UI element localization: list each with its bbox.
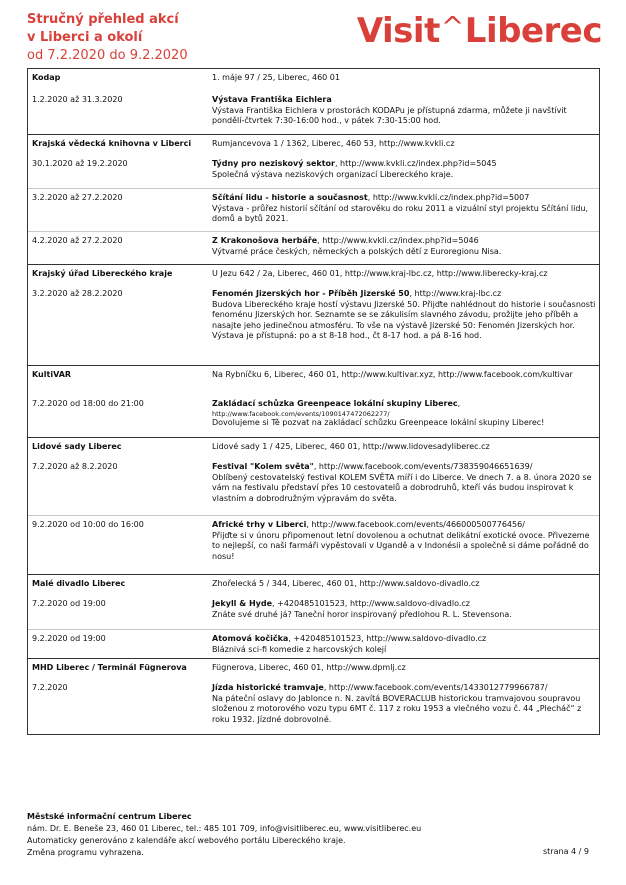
event-row [28, 188, 599, 224]
event-link[interactable]: , http://www.facebook.com/events/466000500776456/ [306, 520, 525, 529]
event-date: 9.2.2020 od 19:00 [32, 634, 106, 643]
event-link[interactable]: , http://www.facebook.com/events/1433012779966787/ [323, 683, 548, 692]
event-link-url[interactable]: http://www.facebook.com/events/1090147472062277/ [212, 409, 390, 418]
event-title: Zakládací schůzka Greenpeace lokální skupiny Liberec [212, 399, 458, 408]
event-row [28, 629, 599, 654]
event-description: Výstava Františka Eichlera v prostorách KODAPu je přístupná zdarma, můžete ji navštívit pondělí-čtvrtek 7:30-16:00 hod., v pátek 7:30-15:00 hod. [212, 105, 567, 126]
event-date: 3.2.2020 až 27.2.2020 [32, 193, 123, 202]
event-description: Na páteční oslavy do Jablonce n. N. zavítá BOVERACLUB historickou tramvajovou soupravou složenou z motorového vozu typu 6MT č. 117 z roku 1953 a vlečného vozu č. 44 „Plecháč“ z roku 1932. Jízdné dobrovolné. [212, 693, 582, 724]
event-date: 9.2.2020 od 10:00 do 16:00 [32, 520, 144, 529]
event-description: Znáte své druhé já? Taneční horor inspirovaný předlohou R. L. Stevensona. [212, 609, 512, 619]
events-table [27, 68, 600, 735]
page-header [27, 11, 602, 67]
page-number: strana 4 / 9 [543, 847, 589, 856]
event-title: Festival "Kolem světa" [212, 462, 314, 471]
event-title: Z Krakonošova herbáře [212, 236, 318, 245]
event-description: Budova Libereckého kraje hostí výstavu Jizerské 50. Přijďte nahlédnout do historie i současnosti fenoménu Jizerských hor. Seznamte se se zákulisím slavného závodu, prožijte jeho příběh a nasajte jeho jedinečnou atmosféru. To vše na výstavě Jizerské 50: Fenomén Jizerských hor. Výstava je přístupná: po a st 8-18 hod., čt 8-17 hod. a pá 8-16 hod. [212, 299, 596, 341]
venue-address: Lidové sady 1 / 425, Liberec, 460 01, http://www.lidovesadyliberec.cz [212, 442, 490, 451]
event-link[interactable]: , +420485101523, http://www.saldovo-divadlo.cz [288, 634, 487, 643]
event-date: 4.2.2020 až 27.2.2020 [32, 236, 123, 245]
page-footer [27, 811, 602, 859]
venue-address: Fügnerova, Liberec, 460 01, http://www.dpmlj.cz [212, 663, 406, 672]
venue-section [28, 659, 599, 734]
event-description: Výstava - průřez historií sčítání od starověku do roku 2011 a vizuální styl projektu Sčítání lidu, domů a bytů 2021. [212, 203, 589, 224]
event-link[interactable]: , [457, 399, 461, 408]
event-description: Výtvarné práce českých, německých a polských dětí z Euroregionu Nisa. [212, 246, 502, 256]
event-date: 7.2.2020 [32, 683, 68, 692]
event-title: Africké trhy v Liberci [212, 520, 307, 529]
event-title: Jekyll & Hyde [212, 599, 273, 608]
event-row [28, 231, 599, 256]
event-link[interactable]: , http://www.kvkli.cz/index.php?id=5046 [317, 236, 479, 245]
footer-reserved: Změna programu vyhrazena. [27, 848, 144, 857]
venue-section [28, 69, 599, 135]
event-description: Oblíbený cestovatelský festival KOLEM SVĚTA míří i do Liberce. Ve dnech 7. a 8. února 2020 se vám na festivalu představí přes 10 cestovatelů a dobrodruhů, kteří vás budou inspirovat k vlastním a dobrodružným výpravám do světa. [212, 472, 592, 503]
event-description: Dovolujeme si Tě pozvat na zakládací schůzku Greenpeace lokální skupiny Liberec! [212, 418, 545, 428]
date-range: od 7.2.2020 do 9.2.2020 [27, 48, 188, 63]
event-date: 7.2.2020 od 19:00 [32, 599, 106, 608]
footer-generated: Automaticky generováno z kalendáře akcí webového portálu Libereckého kraje. [27, 836, 346, 845]
event-row [28, 515, 599, 561]
event-link[interactable]: , http://www.kvkli.cz/index.php?id=5007 [367, 193, 530, 202]
event-date: 3.2.2020 až 28.2.2020 [32, 289, 123, 298]
event-date: 7.2.2020 až 8.2.2020 [32, 462, 118, 471]
event-link[interactable]: , http://www.kraj-lbc.cz [409, 289, 502, 298]
venue-name: Kodap [32, 73, 61, 82]
venue-name: MHD Liberec / Terminál Fügnerova [32, 663, 187, 672]
event-title: Výstava Františka Eichlera [212, 95, 332, 104]
logo-text-visit: Visit [356, 11, 440, 51]
event-link[interactable]: , http://www.facebook.com/events/738359046651639/ [313, 462, 533, 471]
venue-name: Lidové sady Liberec [32, 442, 122, 451]
event-date: 1.2.2020 až 31.3.2020 [32, 95, 123, 104]
event-description: Společná výstava neziskových organizací Libereckého kraje. [212, 169, 454, 179]
event-title: Fenomén Jizerských hor - Příběh Jizerské 50 [212, 289, 410, 298]
title-line-2: v Liberci a okolí [27, 30, 143, 45]
venue-name: Krajská vědecká knihovna v Liberci [32, 139, 192, 148]
venue-address: Rumjancevova 1 / 1362, Liberec, 460 53, http://www.kvkli.cz [212, 139, 455, 148]
event-description: Přijďte si v únoru připomenout letní dovolenou a ochutnat delikátní exotické ovoce. Přivezeme to nejlepší, co naši farmáři vypěstovali v Ugandě a v Indonésii a společně si dáme pořádně do nosu! [212, 530, 590, 561]
footer-org: Městské informační centrum Liberec [27, 812, 192, 821]
event-date: 30.1.2020 až 19.2.2020 [32, 159, 128, 168]
logo-text-liberec: Liberec [464, 11, 602, 51]
venue-name: KultiVAR [32, 370, 72, 379]
event-link[interactable]: , http://www.kvkli.cz/index.php?id=5045 [334, 159, 497, 168]
event-title: Jízda historické tramvaje [212, 683, 324, 692]
title-line-1: Stručný přehled akcí [27, 12, 179, 27]
venue-section [28, 135, 599, 265]
event-link[interactable]: , +420485101523, http://www.saldovo-divadlo.cz [272, 599, 470, 608]
event-date: 7.2.2020 od 18:00 do 21:00 [32, 399, 144, 408]
venue-address: Na Rybníčku 6, Liberec, 460 01, http://www.kultivar.xyz, http://www.facebook.com/kultivar [212, 370, 573, 379]
venue-section [28, 438, 599, 575]
venue-name: Krajský úřad Libereckého kraje [32, 269, 173, 278]
logo-caret: ^ [440, 10, 464, 43]
venue-section [28, 265, 599, 366]
visit-liberec-logo [357, 11, 602, 53]
event-title: Sčítání lidu - historie a současnost [212, 193, 368, 202]
venue-name: Malé divadlo Liberec [32, 579, 126, 588]
footer-address: nám. Dr. E. Beneše 23, 460 01 Liberec, tel.: 485 101 709, info@visitliberec.eu, www.visitliberec.eu [27, 824, 422, 833]
venue-address: U Jezu 642 / 2a, Liberec, 460 01, http://www.kraj-lbc.cz, http://www.liberecky-kraj.cz [212, 269, 548, 278]
event-description: Bláznivá sci-fi komedie z harcovských kolejí [212, 644, 387, 654]
venue-address: 1. máje 97 / 25, Liberec, 460 01 [212, 73, 340, 82]
venue-section [28, 366, 599, 438]
venue-section [28, 575, 599, 659]
venue-address: Zhořelecká 5 / 344, Liberec, 460 01, http://www.saldovo-divadlo.cz [212, 579, 480, 588]
document-title [27, 11, 287, 47]
event-title: Týdny pro neziskový sektor [212, 159, 335, 168]
event-title: Atomová kočička [212, 634, 289, 643]
